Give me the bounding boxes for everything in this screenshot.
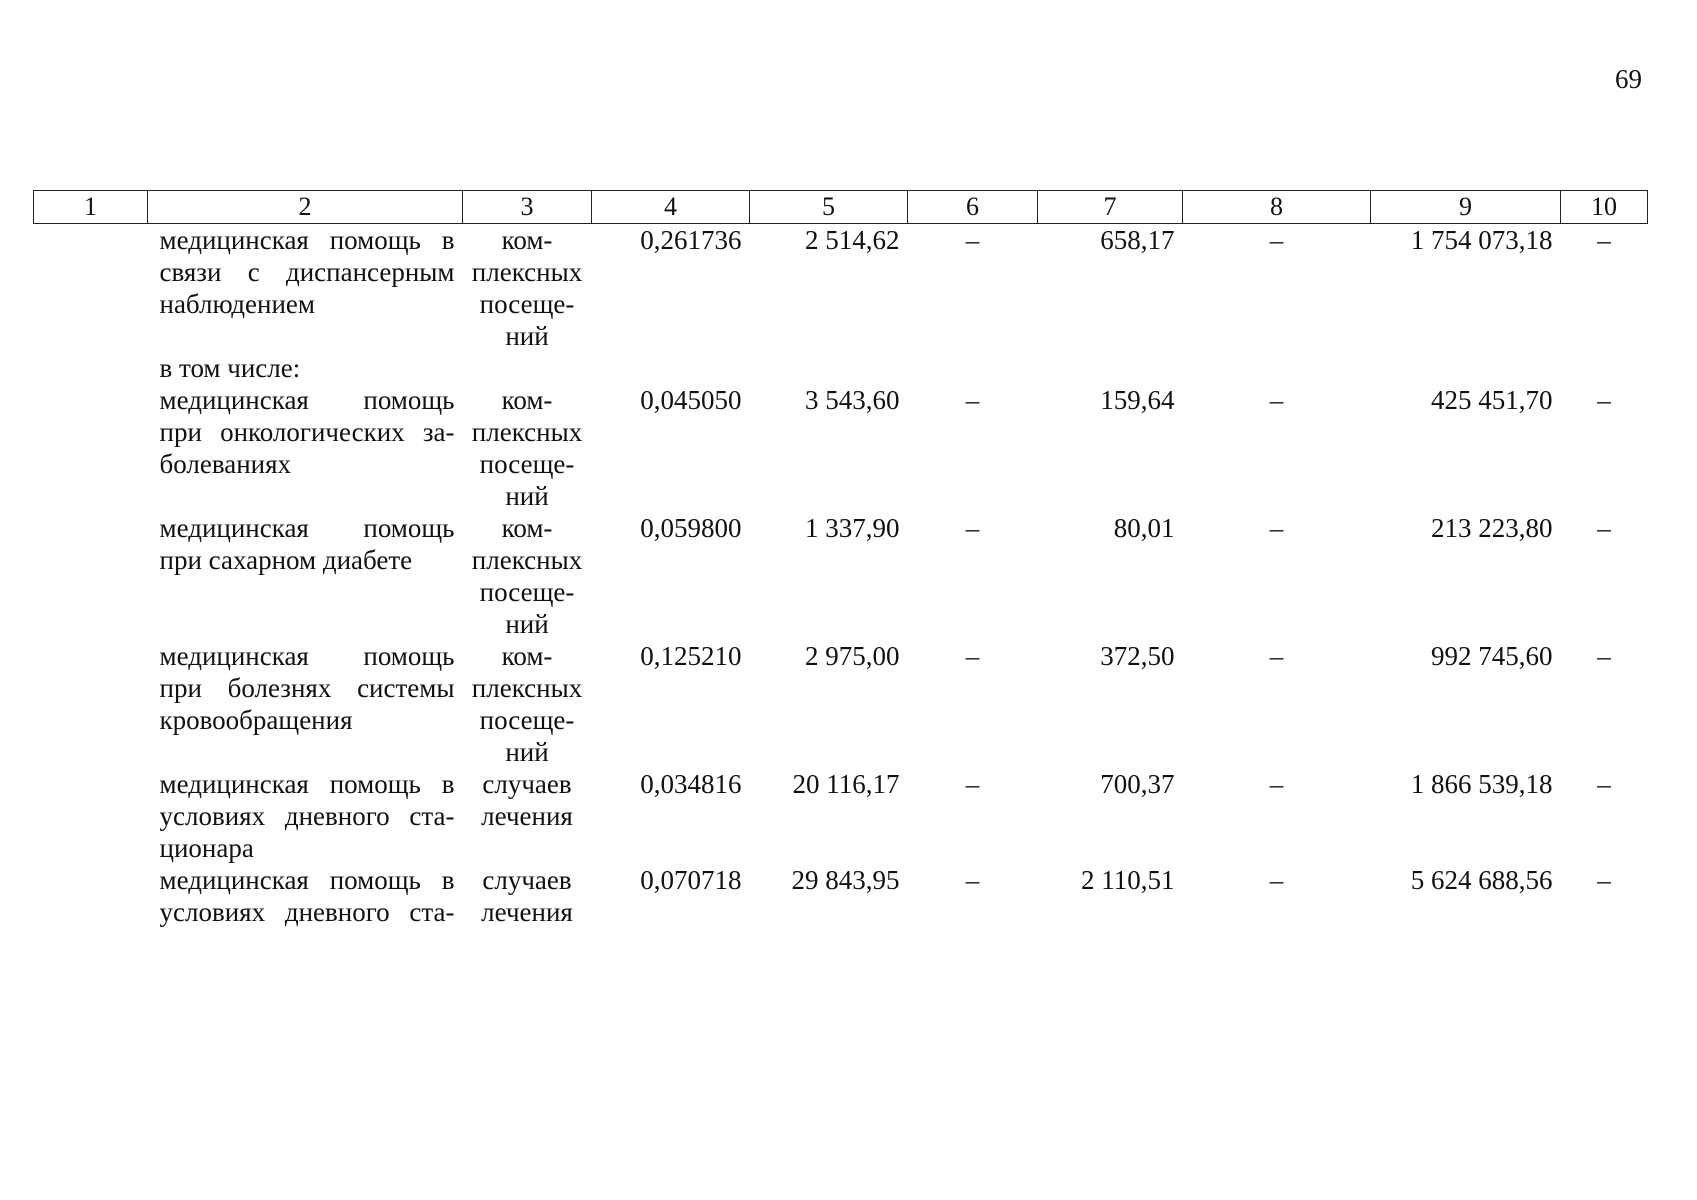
care-type-line: болеваниях xyxy=(159,449,292,479)
unit-cell xyxy=(463,768,592,864)
unit-cell xyxy=(463,224,592,353)
table-row xyxy=(34,384,1648,512)
col9-cell: 1 754 073,18 xyxy=(1410,225,1553,255)
cost-value-cell: 29 843,95 xyxy=(791,865,900,895)
unit-line: плексных xyxy=(471,257,583,287)
col8-cell: – xyxy=(1269,225,1284,255)
care-type-line: наблюдением xyxy=(159,289,315,319)
unit-cell xyxy=(463,512,592,640)
unit-cell xyxy=(463,384,592,512)
care-type-line: при сахарном диабете xyxy=(159,545,413,575)
col7-cell: 159,64 xyxy=(1100,385,1175,415)
col9-cell: 425 451,70 xyxy=(1431,385,1553,415)
cost-value-cell: 20 116,17 xyxy=(792,769,900,799)
col8-cell: – xyxy=(1269,513,1284,543)
norm-value-cell: 0,059800 xyxy=(640,513,742,543)
unit-line: случаев xyxy=(482,769,572,799)
column-header: 4 xyxy=(592,191,750,224)
unit-line: посеще- xyxy=(479,289,575,319)
table-row xyxy=(34,512,1648,640)
col10-cell: – xyxy=(1597,225,1611,255)
subheading-row xyxy=(34,352,1648,384)
col7-cell: 80,01 xyxy=(1113,513,1175,543)
col6-cell: – xyxy=(965,865,980,895)
table-row xyxy=(34,864,1648,928)
unit-line: ком- xyxy=(501,641,553,671)
unit-line: случаев xyxy=(482,865,572,895)
col10-cell: – xyxy=(1597,385,1611,415)
care-type-line: медицинская помощь xyxy=(159,513,455,543)
col8-cell: – xyxy=(1269,769,1284,799)
norm-value-cell: 0,045050 xyxy=(640,385,742,415)
column-header: 7 xyxy=(1038,191,1183,224)
col9-cell: 992 745,60 xyxy=(1431,641,1553,671)
column-header: 5 xyxy=(750,191,908,224)
care-type-line: при онкологических за- xyxy=(159,417,455,447)
care-type-cell xyxy=(148,768,463,864)
norm-value-cell: 0,125210 xyxy=(640,641,742,671)
unit-cell xyxy=(463,864,592,928)
unit-line: ний xyxy=(505,609,549,639)
col9-cell: 5 624 688,56 xyxy=(1410,865,1553,895)
care-type-line: при болезнях системы xyxy=(159,673,455,703)
column-number-header-row xyxy=(34,191,1648,224)
unit-line: плексных xyxy=(471,545,583,575)
care-type-cell xyxy=(148,640,463,768)
unit-line: ний xyxy=(505,321,549,351)
col9-cell: 1 866 539,18 xyxy=(1410,769,1553,799)
col10-cell: – xyxy=(1597,513,1611,543)
column-header: 9 xyxy=(1371,191,1561,224)
care-type-cell xyxy=(148,224,463,353)
col6-cell: – xyxy=(965,385,980,415)
col8-cell: – xyxy=(1269,865,1284,895)
care-type-line: медицинская помощь xyxy=(159,641,455,671)
row-number-cell xyxy=(34,512,148,640)
unit-line: посеще- xyxy=(479,577,575,607)
unit-line: ком- xyxy=(501,225,553,255)
subheading-text: в том числе: xyxy=(159,353,301,383)
care-type-line: кровообращения xyxy=(159,705,353,735)
cost-value-cell: 2 514,62 xyxy=(805,225,900,255)
column-header: 10 xyxy=(1561,191,1648,224)
col7-cell: 700,37 xyxy=(1100,769,1175,799)
unit-line: лечения xyxy=(481,897,573,927)
unit-line: плексных xyxy=(471,673,583,703)
norm-value-cell: 0,034816 xyxy=(640,769,742,799)
col6-cell: – xyxy=(965,769,980,799)
col8-cell: – xyxy=(1269,641,1284,671)
row-number-cell xyxy=(34,768,148,864)
tariff-table xyxy=(33,190,1648,928)
unit-line: посеще- xyxy=(479,705,575,735)
col6-cell: – xyxy=(965,641,980,671)
column-header: 2 xyxy=(148,191,463,224)
col7-cell: 372,50 xyxy=(1100,641,1175,671)
care-type-line: медицинская помощь в xyxy=(159,865,455,895)
unit-line: ком- xyxy=(501,513,553,543)
col10-cell: – xyxy=(1597,641,1611,671)
row-number-cell xyxy=(34,224,148,353)
column-header: 3 xyxy=(463,191,592,224)
unit-line: лечения xyxy=(481,801,573,831)
column-header: 1 xyxy=(34,191,148,224)
cost-value-cell: 1 337,90 xyxy=(805,513,900,543)
col8-cell: – xyxy=(1269,385,1284,415)
column-header: 8 xyxy=(1183,191,1371,224)
care-type-line: медицинская помощь в xyxy=(159,769,455,799)
cost-value-cell: 3 543,60 xyxy=(805,385,900,415)
care-type-line: медицинская помощь xyxy=(159,385,455,415)
cost-value-cell: 2 975,00 xyxy=(805,641,900,671)
care-type-line: ционара xyxy=(159,833,254,863)
column-header: 6 xyxy=(908,191,1038,224)
norm-value-cell: 0,261736 xyxy=(640,225,742,255)
col7-cell: 658,17 xyxy=(1100,225,1175,255)
care-type-cell xyxy=(148,384,463,512)
col10-cell: – xyxy=(1597,865,1611,895)
row-number-cell xyxy=(34,640,148,768)
table-row xyxy=(34,768,1648,864)
col10-cell: – xyxy=(1597,769,1611,799)
row-number-cell xyxy=(34,864,148,928)
col9-cell: 213 223,80 xyxy=(1431,513,1553,543)
unit-line: ний xyxy=(505,481,549,511)
table-row xyxy=(34,640,1648,768)
care-type-line: медицинская помощь в xyxy=(159,225,455,255)
row-number-cell xyxy=(34,384,148,512)
col6-cell: – xyxy=(965,513,980,543)
norm-value-cell: 0,070718 xyxy=(640,865,742,895)
col6-cell: – xyxy=(965,225,980,255)
care-type-cell xyxy=(148,512,463,640)
unit-line: ний xyxy=(505,737,549,767)
unit-cell xyxy=(463,640,592,768)
col7-cell: 2 110,51 xyxy=(1081,865,1175,895)
table-row xyxy=(34,224,1648,353)
unit-line: плексных xyxy=(471,417,583,447)
care-type-line: связи с диспансерным xyxy=(159,257,455,287)
care-type-line: условиях дневного ста- xyxy=(159,897,455,927)
unit-line: ком- xyxy=(501,385,553,415)
care-type-cell xyxy=(148,864,463,928)
page-number: 69 xyxy=(1615,64,1642,94)
care-type-line: условиях дневного ста- xyxy=(159,801,455,831)
unit-line: посеще- xyxy=(479,449,575,479)
